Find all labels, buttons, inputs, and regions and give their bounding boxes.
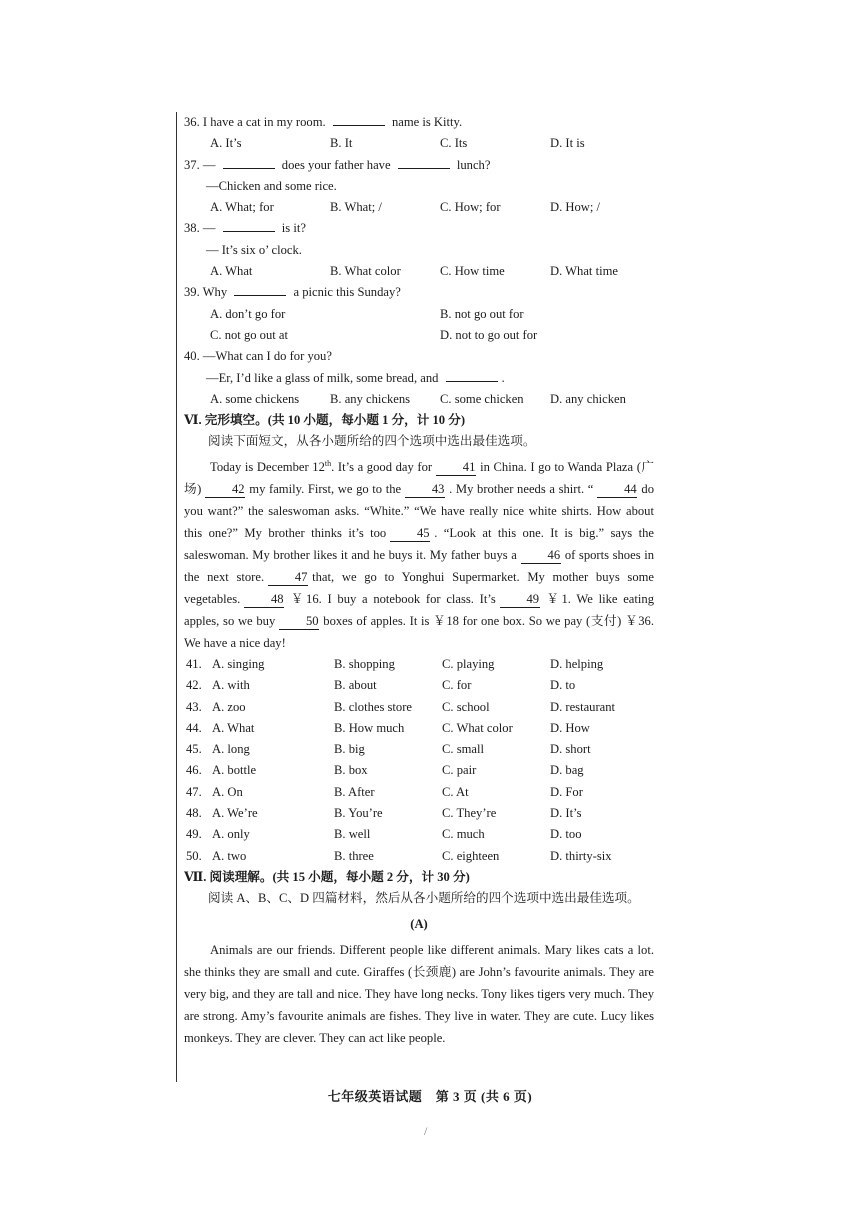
q40-options <box>184 389 654 410</box>
question-38 <box>184 218 654 239</box>
option-c: C. some chicken <box>440 391 524 406</box>
passage-text: . “Look at this <box>434 525 517 540</box>
reading-passage-a: Animals are our friends. Different people like different animals. Mary likes cats a lot. she thinks they are small and cute. Giraffes (长颈鹿) are John’s favourite animals. They are very big, and they are tall and nice. They have long necks. Tony likes tigers very much. They are strong. Amy’s favourite animals are fishes. They live in water. They are cute. Lucy likes monkeys. They are clever. They can act like people. <box>184 942 654 1045</box>
passage-text: do you want?” the saleswoman asks. “White.” “We have really nice <box>184 481 654 518</box>
q38-options <box>184 261 654 282</box>
q37-stem-c: lunch? <box>456 157 491 172</box>
option-d: D. too <box>550 827 582 842</box>
option-c: C. What color <box>442 720 513 735</box>
question-number: 43. <box>186 699 202 714</box>
passage-text: my family. First, we go to the <box>249 481 402 496</box>
exam-content <box>184 112 654 1049</box>
passage-text: Plaza (广场) <box>184 459 654 496</box>
question-number: 47. <box>186 784 202 799</box>
q39-stem-b: a picnic this Sunday? <box>293 285 401 300</box>
question-40: 40. —What can I do for you? <box>184 349 332 364</box>
answer-blank <box>398 155 450 169</box>
q39-stem-a: 39. Why <box>184 285 228 300</box>
option-a: A. singing <box>212 656 265 671</box>
cloze-blank: 47 <box>268 570 308 586</box>
q36-stem-b: name is Kitty. <box>391 115 463 129</box>
passage-text: . It’s a good day for <box>331 459 433 474</box>
cloze-option-row <box>184 803 654 824</box>
option-b: B. big <box>334 742 365 757</box>
passage-text: white shirts. How about this one?” My brother thinks it’s too <box>184 503 654 540</box>
answer-blank <box>223 218 275 232</box>
option-d: D. thirty-six <box>550 848 612 863</box>
cloze-blank: 42 <box>205 482 245 498</box>
option-c: C. small <box>442 742 484 757</box>
option-b: B. not go out for <box>440 306 524 321</box>
option-c: C. They’re <box>442 806 497 821</box>
reading-instruction: 阅读 A、B、C、D 四篇材料，然后从各小题所给的四个选项中选出最佳选项。 <box>208 891 640 906</box>
q37-reply: —Chicken and some rice. <box>206 178 337 193</box>
cloze-option-row <box>184 697 654 718</box>
option-a: A. On <box>212 784 243 799</box>
cloze-options <box>184 654 654 867</box>
option-a: A. two <box>212 848 247 863</box>
option-d: D. What time <box>550 264 618 279</box>
q37-stem-b: does your father have <box>281 157 391 172</box>
option-b: B. about <box>334 678 377 693</box>
option-d: D. bag <box>550 763 584 778</box>
answer-blank <box>223 155 275 169</box>
option-a: A. bottle <box>212 763 257 778</box>
cloze-blank: 49 <box>500 592 540 608</box>
option-c: C. Its <box>440 136 468 151</box>
cloze-passage <box>184 453 654 654</box>
option-c: C. not go out at <box>210 327 289 342</box>
option-a: A. only <box>212 827 250 842</box>
question-number: 50. <box>186 848 202 863</box>
passage-text: Supermarket. My mother buys some vegetables. <box>184 569 655 606</box>
option-d: D. It’s <box>550 806 582 821</box>
question-number: 48. <box>186 806 202 821</box>
cloze-option-row <box>184 675 654 696</box>
cloze-instruction: 阅读下面短文，从各小题所给的四个选项中选出最佳选项。 <box>208 434 536 449</box>
answer-blank <box>234 282 286 296</box>
option-a: A. What <box>212 720 255 735</box>
option-a: A. some chickens <box>210 391 300 406</box>
passage-text: . My brother needs a <box>449 481 555 496</box>
cloze-blank: 48 <box>244 592 284 608</box>
q39-options-row1 <box>184 304 654 325</box>
passage-superscript: th <box>324 458 332 468</box>
option-c: C. pair <box>442 763 477 778</box>
question-number: 41. <box>186 656 202 671</box>
passage-a-label: (A) <box>410 916 428 931</box>
option-d: D. to <box>550 678 576 693</box>
option-b: B. After <box>334 784 375 799</box>
cloze-blank: 41 <box>436 460 476 476</box>
answer-blank <box>333 112 385 126</box>
question-number: 42. <box>186 678 202 693</box>
passage-text: that, we go to Yonghui <box>312 569 445 584</box>
stray-mark: / <box>424 1124 428 1138</box>
question-number: 49. <box>186 827 202 842</box>
q40-reply <box>184 368 654 389</box>
cloze-heading: Ⅵ. 完形填空。(共 10 小题，每小题 1 分，计 10 分) <box>184 413 466 428</box>
passage-text: ￥16. I buy a notebook for <box>288 591 441 606</box>
q36-options <box>184 133 654 154</box>
passage-text: ￥18 for one box. So we pay (支付) ￥36. We have a nice day! <box>184 613 654 650</box>
option-b: B. any chickens <box>330 391 411 406</box>
option-d: D. helping <box>550 656 604 671</box>
option-b: B. shopping <box>334 656 395 671</box>
left-margin-line <box>176 112 177 1082</box>
option-c: C. How time <box>440 264 505 279</box>
option-d: D. It is <box>550 136 585 151</box>
option-a: A. zoo <box>212 699 246 714</box>
option-b: B. three <box>334 848 374 863</box>
option-b: B. well <box>334 827 371 842</box>
option-d: D. not to go out for <box>440 327 538 342</box>
option-d: D. How; / <box>550 200 601 215</box>
cloze-option-row <box>184 782 654 803</box>
cloze-blank: 45 <box>390 526 430 542</box>
option-c: C. for <box>442 678 472 693</box>
option-a: A. What <box>210 264 253 279</box>
reading-heading: Ⅶ. 阅读理解。(共 15 小题，每小题 2 分，计 30 分) <box>184 869 470 884</box>
q37-stem-a: 37. — <box>184 157 216 172</box>
q37-options <box>184 197 654 218</box>
option-d: D. For <box>550 784 583 799</box>
passage-text: shirt. “ <box>558 481 594 496</box>
q40-reply-a: —Er, I’d like a glass of milk, some bread, and <box>206 370 439 385</box>
q40-reply-b: . <box>501 370 505 385</box>
option-a: A. don’t go for <box>210 306 286 321</box>
page-footer: 七年级英语试题 第 3 页 (共 6 页) <box>327 1089 533 1104</box>
cloze-blank: 46 <box>521 548 561 564</box>
option-d: D. How <box>550 720 590 735</box>
option-a: A. long <box>212 742 250 757</box>
question-37 <box>184 155 654 176</box>
cloze-option-row <box>184 654 654 675</box>
option-b: B. clothes store <box>334 699 412 714</box>
q38-stem-b: is it? <box>281 221 306 236</box>
passage-text: class. It’s <box>446 591 496 606</box>
option-d: D. short <box>550 742 591 757</box>
q38-reply: — It’s six o’ clock. <box>206 242 302 257</box>
question-39 <box>184 282 654 303</box>
option-c: C. eighteen <box>442 848 500 863</box>
option-d: D. restaurant <box>550 699 616 714</box>
option-b: B. You’re <box>334 806 383 821</box>
option-c: C. school <box>442 699 490 714</box>
option-a: A. with <box>212 678 250 693</box>
option-a: A. What; for <box>210 200 274 215</box>
question-36 <box>184 112 654 133</box>
passage-text: Today is December 12 <box>210 459 325 474</box>
cloze-option-row <box>184 824 654 845</box>
cloze-blank: 43 <box>405 482 445 498</box>
passage-text: buys a <box>483 547 517 562</box>
answer-blank <box>446 368 498 382</box>
q38-stem-a: 38. — <box>184 221 216 236</box>
question-number: 44. <box>186 720 202 735</box>
passage-text: of sports shoes in the next store. <box>184 547 654 584</box>
option-c: C. How; for <box>440 200 501 215</box>
passage-text: ￥1. We like eating apples, so we buy <box>184 591 654 628</box>
passage-text: in China. I go to Wanda <box>480 459 603 474</box>
passage-text: one. It is big.” says the saleswoman. My brother likes it and he buys it. My father <box>184 525 654 562</box>
cloze-option-row <box>184 718 654 739</box>
cloze-option-row <box>184 760 654 781</box>
option-d: D. any chicken <box>550 391 626 406</box>
q36-stem-a: 36. I have a cat in my room. <box>184 115 326 129</box>
q39-options-row2 <box>184 325 654 346</box>
option-c: C. much <box>442 827 485 842</box>
option-c: C. playing <box>442 656 495 671</box>
question-number: 45. <box>186 742 202 757</box>
option-b: B. What color <box>330 264 401 279</box>
question-number: 46. <box>186 763 202 778</box>
cloze-option-row <box>184 739 654 760</box>
passage-text: boxes of apples. It is <box>323 613 430 628</box>
cloze-blank: 44 <box>597 482 637 498</box>
option-c: C. At <box>442 784 469 799</box>
option-b: B. box <box>334 763 368 778</box>
option-b: B. It <box>330 136 353 151</box>
option-b: B. How much <box>334 720 405 735</box>
cloze-option-row <box>184 846 654 867</box>
cloze-blank: 50 <box>279 614 319 630</box>
option-a: A. It’s <box>210 136 242 151</box>
option-b: B. What; / <box>330 200 382 215</box>
option-a: A. We’re <box>212 806 258 821</box>
